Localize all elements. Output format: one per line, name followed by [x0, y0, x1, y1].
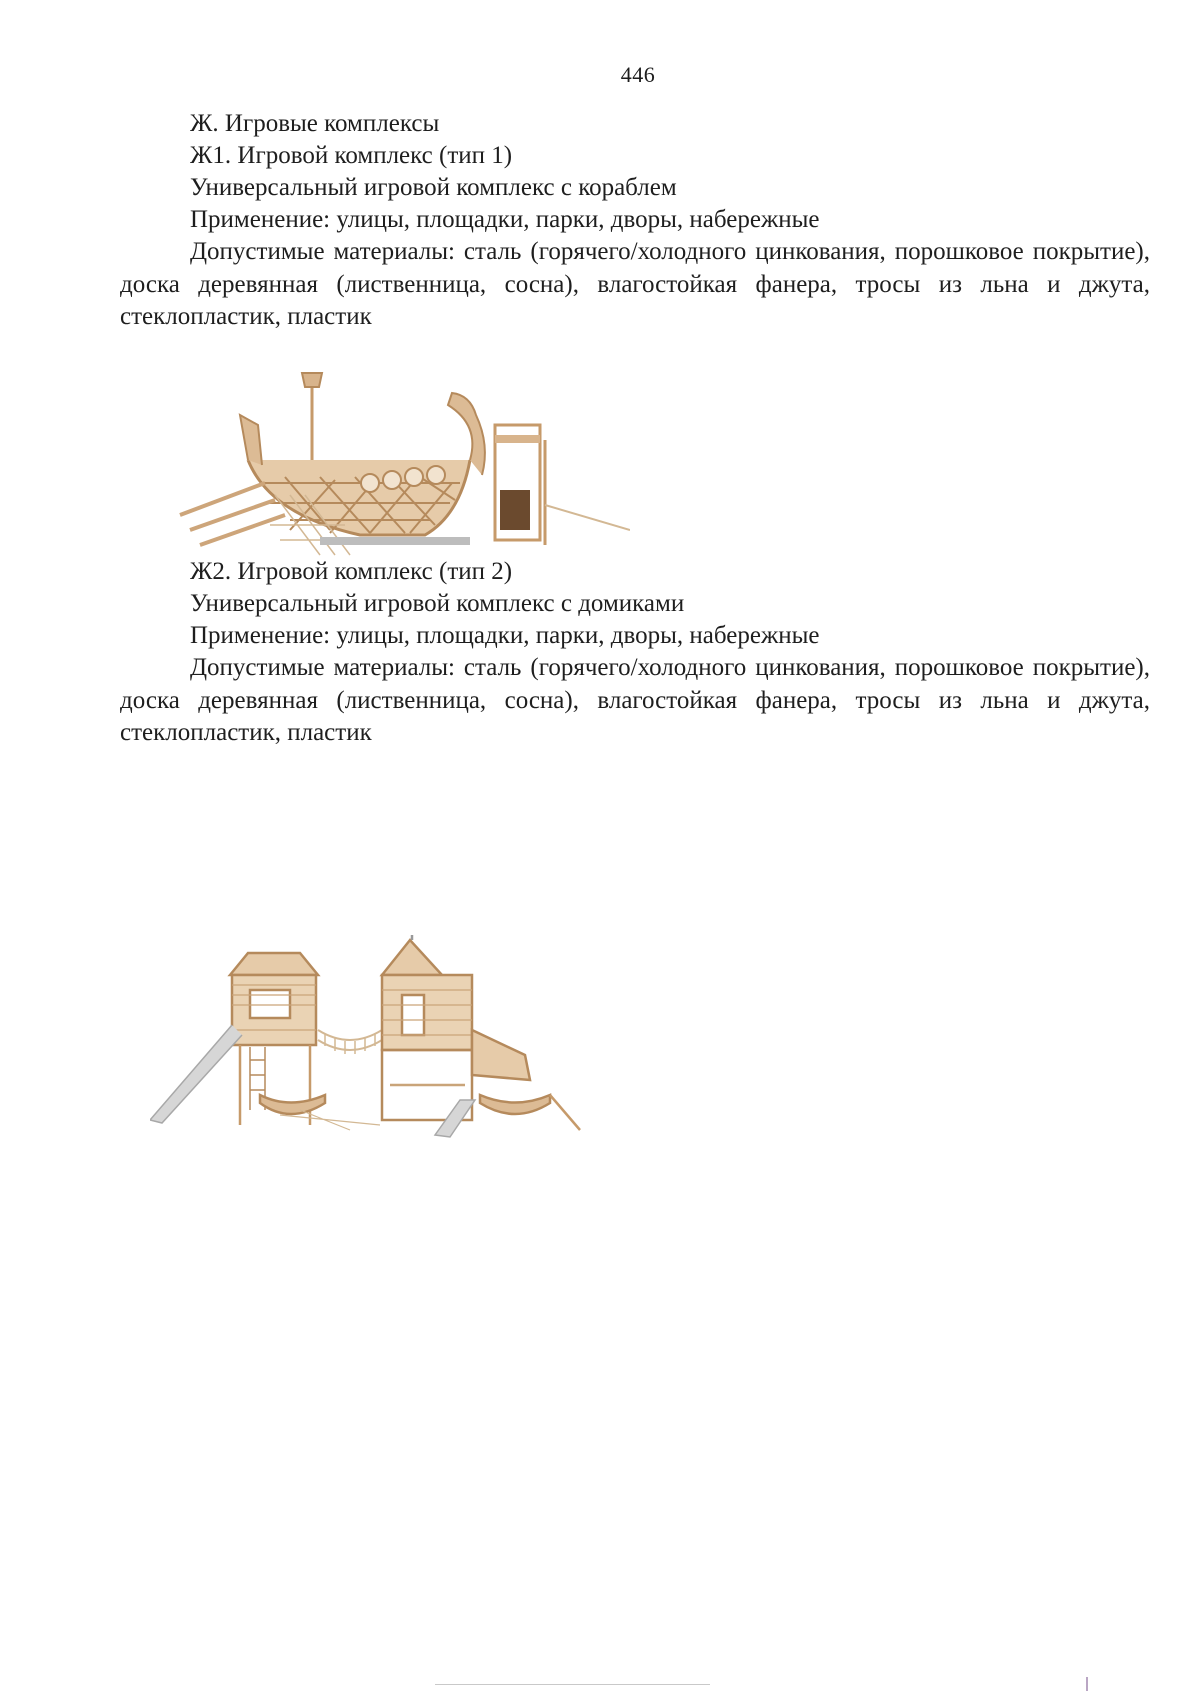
item-1-subtitle: Универсальный игровой комплекс с кораблем: [190, 174, 677, 201]
item-1-title: Ж1. Игровой комплекс (тип 1): [190, 142, 513, 169]
page-number: 446: [620, 62, 656, 87]
houses-play-complex-image: [150, 935, 620, 1140]
ship-play-complex-image: [170, 365, 630, 570]
footer-rule: [435, 1684, 710, 1685]
item-1-application: Применение: улицы, площадки, парки, дворы, набережные: [190, 206, 820, 233]
item-2-application: Применение: улицы, площадки, парки, дворы, набережные: [190, 622, 820, 649]
item-2-materials: Допустимые материалы: сталь (горячего/холодного цинкования, порошковое покрытие), доска деревянная (лиственница, сосна), влагостойкая фанера, тросы из льна и джута, стеклопластик, пластик: [120, 654, 1150, 746]
item-2-title: Ж2. Игровой комплекс (тип 2): [190, 558, 513, 585]
section-heading: Ж. Игровые комплексы: [190, 110, 440, 137]
footer-mark: [1086, 1677, 1088, 1691]
item-2-subtitle: Универсальный игровой комплекс с домиками: [190, 590, 685, 617]
item-1-materials: Допустимые материалы: сталь (горячего/холодного цинкования, порошковое покрытие), доска деревянная (лиственница, сосна), влагостойкая фанера, тросы из льна и джута, стеклопластик, пластик: [120, 238, 1150, 330]
